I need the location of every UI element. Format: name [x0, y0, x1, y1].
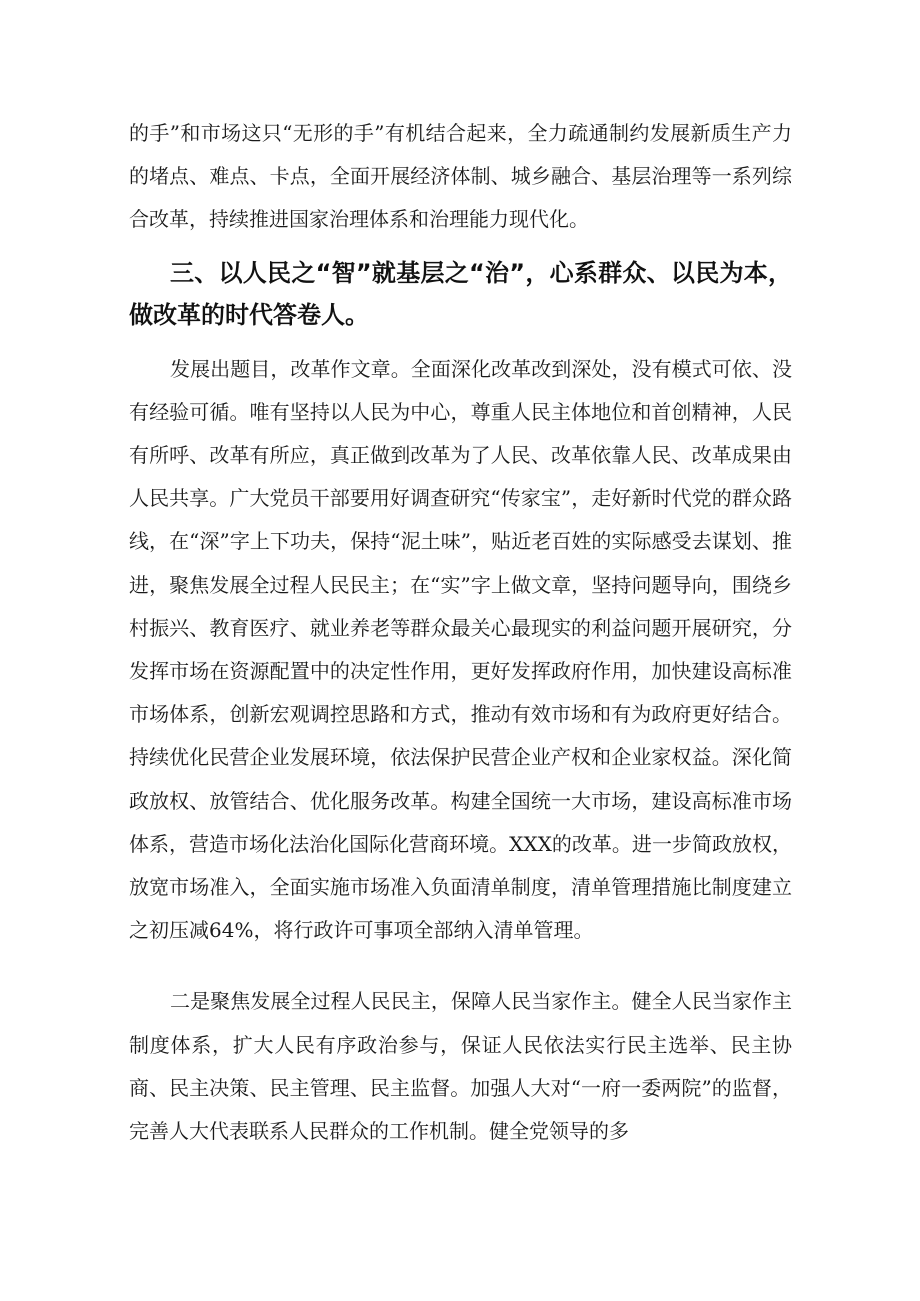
body-paragraph-1: 发展出题目，改革作文章。全面深化改革改到深处，没有模式可依、没有经验可循。唯有坚持以人民为中心，尊重人民主体地位和首创精神，人民有所呼、改革有所应，真正做到改革为了人民、改革依靠人民、改革成果由人民共享。广大党员干部要用好调查研究“传家宝”，走好新时代党的群众路线，在“深”字上下功夫，保持“泥土味”，贴近老百姓的实际感受去谋划、推进，聚焦发展全过程人民民主；在“实”字上做文章，坚持问题导向，围绕乡村振兴、教育医疗、就业养老等群众最关心最现实的利益问题开展研究，分发挥市场在资源配置中的决定性作用，更好发挥政府作用，加快建设高标准市场体系，创新宏观调控思路和方式，推动有效市场和有为政府更好结合。持续优化民营企业发展环境，依法保护民营企业产权和企业家权益。深化简政放权、放管结合、优化服务改革。构建全国统一大市场，建设高标准市场体系，营造市场化法治化国际化营商环境。XXX的改革。进一步简政放权，放宽市场准入，全面实施市场准入负面清单制度，清单管理措施比制度建立之初压减64%，将行政许可事项全部纳入清单管理。: [129, 356, 792, 943]
body-paragraph-2: 二是聚焦发展全过程人民民主，保障人民当家作主。健全人民当家作主制度体系，扩大人民有序政治参与，保证人民依法实行民主选举、民主协商、民主决策、民主管理、民主监督。加强人大对“一府一委两院”的监督，完善人大代表联系人民群众的工作机制。健全党领导的多: [129, 989, 792, 1144]
lead-paragraph: 的手”和市场这只“无形的手”有机结合起来，全力疏通制约发展新质生产力的堵点、难点、卡点，全面开展经济体制、城乡融合、基层治理等一系列综合改革，持续推进国家治理体系和治理能力现代化。: [129, 121, 792, 232]
document-body: [129, 112, 792, 1153]
section-heading: 三、以人民之“智”就基层之“治”，心系群众、以民为本，做改革的时代答卷人。: [129, 258, 792, 329]
